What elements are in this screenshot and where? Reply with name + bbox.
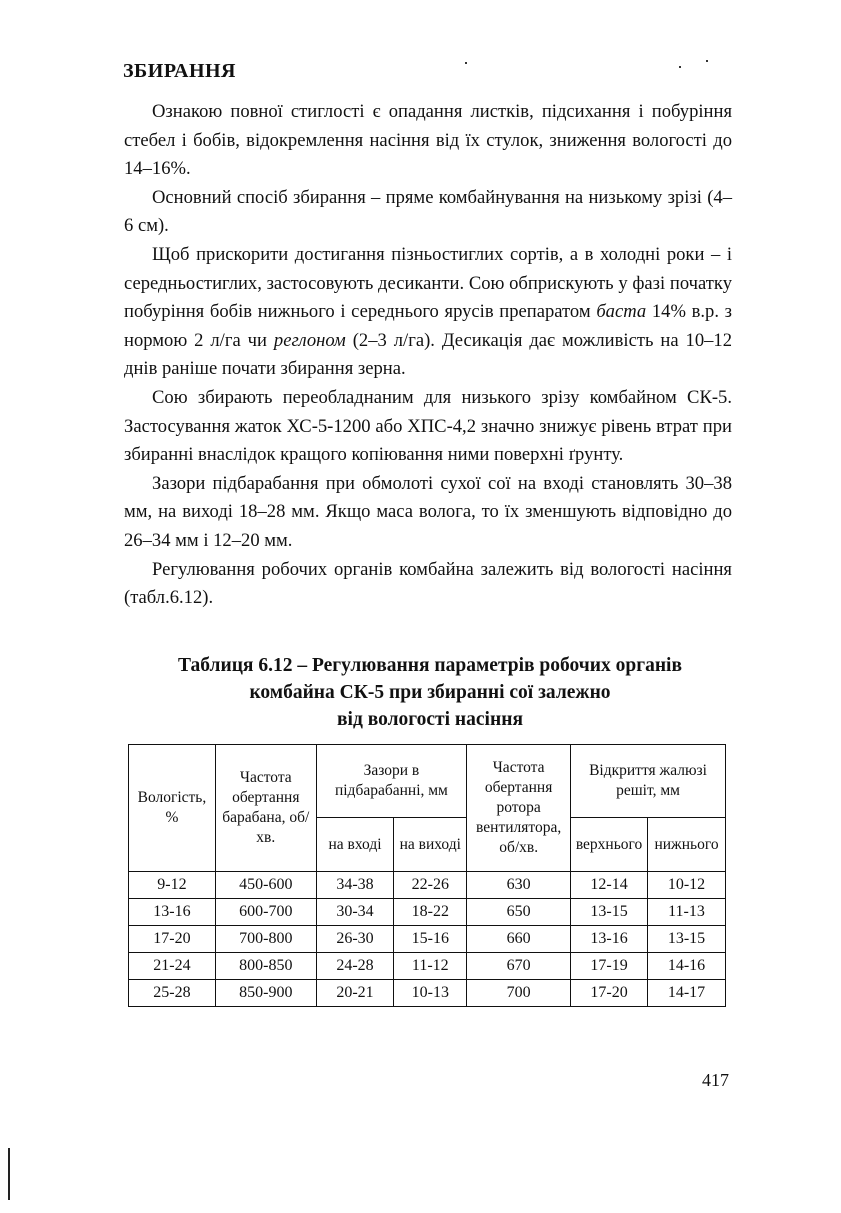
- paragraph-text: Сою збирають переобладнаним для низького зрізу комбайном СК-5. Застосування жаток ХС-5-1200 або ХПС-4,2 значно знижує рівень втрат при збиранні внаслідок кращого копіювання ними поверхні ґрунту.: [124, 386, 732, 466]
- table-cell: 18-22: [394, 899, 467, 926]
- table-cell: 700: [467, 980, 571, 1007]
- table-caption: [120, 652, 740, 733]
- table-cell: 30-34: [316, 899, 394, 926]
- table-cell: 13-16: [571, 926, 648, 953]
- paragraph: [124, 241, 732, 384]
- table-cell: 15-16: [394, 926, 467, 953]
- table-cell: 630: [467, 872, 571, 899]
- paragraph: [124, 556, 732, 613]
- page-number: 417: [702, 1070, 729, 1090]
- table-cell: 17-20: [571, 980, 648, 1007]
- header-gap-in: на вході: [316, 818, 394, 872]
- table-cell: 11-12: [394, 953, 467, 980]
- header-lower: нижнього: [648, 818, 726, 872]
- product-name: реглоном: [273, 329, 346, 351]
- table-cell: 21-24: [129, 953, 216, 980]
- header-gaps: Зазори в підбарабанні, мм: [316, 745, 467, 818]
- paragraph-text: (2–3 л/га). Десикація дає можливість на 10–12 днів раніше почати збирання зерна.: [124, 329, 733, 380]
- table-cell: 11-13: [648, 899, 726, 926]
- table-row: [129, 899, 726, 926]
- header-louvers: Відкриття жалюзі решіт, мм: [571, 745, 726, 818]
- paragraph-text: 14% в.р. з нормою 2 л/га чи: [124, 301, 732, 351]
- table-row: [129, 980, 726, 1007]
- table-cell: 10-13: [394, 980, 467, 1007]
- table-cell: 650: [467, 899, 571, 926]
- caption-line: від вологості насіння: [337, 709, 523, 730]
- table-cell: 13-16: [129, 899, 216, 926]
- table-cell: 700-800: [215, 926, 316, 953]
- caption-line: Таблиця 6.12 – Регулювання параметрів робочих органів: [177, 655, 683, 676]
- table-cell: 13-15: [648, 926, 726, 953]
- header-fan-speed: Частота обертання ротора вентилятора, об/хв.: [467, 745, 571, 872]
- table-cell: 670: [467, 953, 571, 980]
- table-cell: 34-38: [316, 872, 394, 899]
- scan-speck: [679, 66, 681, 68]
- table-cell: 14-17: [648, 980, 726, 1007]
- header-drum-speed: Частота обертання барабана, об/хв.: [215, 745, 316, 872]
- table-cell: 20-21: [316, 980, 394, 1007]
- paragraph-text: Зазори підбарабання при обмолоті сухої сої на вході становлять 30–38 мм, на виході 18–28 мм. Якщо маса волога, то їх зменшують відповідно до 26–34 мм і 12–20 мм.: [124, 472, 732, 551]
- table-cell: 24-28: [316, 953, 394, 980]
- table-cell: 9-12: [129, 872, 216, 899]
- header-moisture: Вологість, %: [129, 745, 216, 872]
- table-cell: 600-700: [215, 899, 316, 926]
- settings-table: [128, 744, 726, 1007]
- paragraph-text: Ознакою повної стиглості є опадання листків, підсихання і побуріння стебел і бобів, відокремлення насіння від їх стулок, зниження вологості до 14–16%.: [124, 101, 732, 180]
- paragraph: [124, 98, 732, 184]
- table-cell: 12-14: [571, 872, 648, 899]
- table-cell: 13-15: [571, 899, 648, 926]
- caption-line: комбайна СК-5 при збиранні сої залежно: [249, 682, 611, 703]
- table-cell: 25-28: [129, 980, 216, 1007]
- table-cell: 450-600: [215, 872, 316, 899]
- paragraph: [124, 384, 732, 470]
- product-name: баста: [596, 301, 647, 323]
- table-cell: 17-20: [129, 926, 216, 953]
- table-row: [129, 953, 726, 980]
- scan-speck: [706, 60, 708, 62]
- section-title: ЗБИРАННЯ: [123, 60, 236, 82]
- paragraph-text: Щоб прискорити достигання пізньостиглих сортів, а в холодні роки – і середньостиглих, застосовують десиканти. Сою обприскують у фазі початку побуріння бобів нижнього і середнього ярусів препаратом: [124, 243, 732, 323]
- header-upper: верхнього: [571, 818, 648, 872]
- table-cell: 17-19: [571, 953, 648, 980]
- table-cell: 850-900: [215, 980, 316, 1007]
- paragraph: [124, 470, 732, 556]
- margin-line: [8, 1148, 10, 1200]
- body-text: [124, 98, 732, 613]
- table-cell: 800-850: [215, 953, 316, 980]
- paragraph: [124, 184, 732, 241]
- table-cell: 22-26: [394, 872, 467, 899]
- paragraph-text: Регулювання робочих органів комбайна залежить від вологості насіння (табл.6.12).: [124, 558, 732, 609]
- table-row: [129, 872, 726, 899]
- table-row: [129, 926, 726, 953]
- table-cell: 14-16: [648, 953, 726, 980]
- table-cell: 10-12: [648, 872, 726, 899]
- header-gap-out: на виході: [394, 818, 467, 872]
- table-cell: 660: [467, 926, 571, 953]
- paragraph-text: Основний спосіб збирання – пряме комбайнування на низькому зрізі (4–6 см).: [124, 186, 732, 237]
- table-cell: 26-30: [316, 926, 394, 953]
- scan-speck: [465, 62, 467, 64]
